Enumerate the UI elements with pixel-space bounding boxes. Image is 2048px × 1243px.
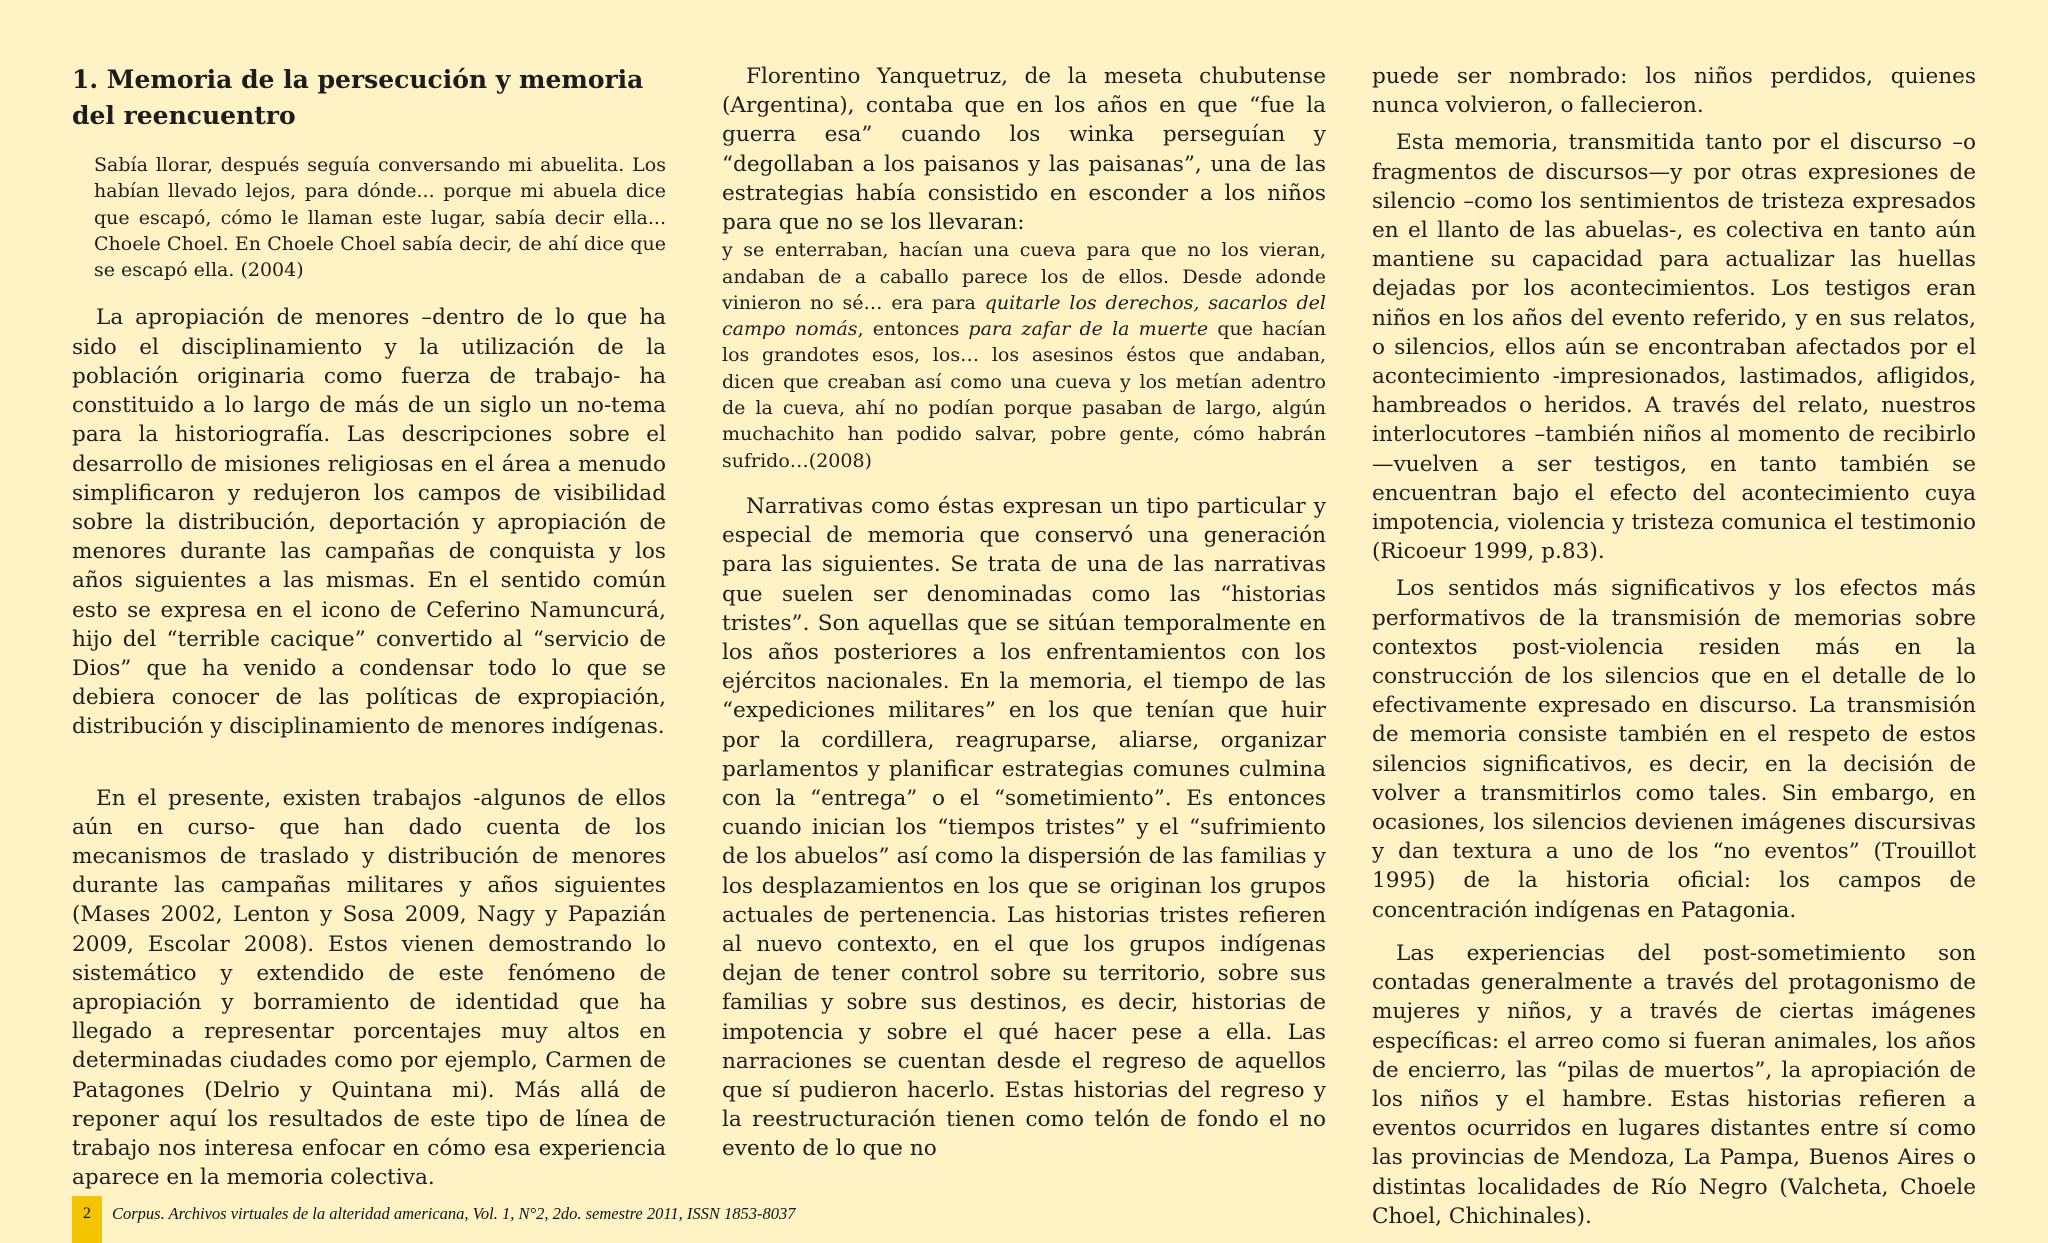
body-paragraph: Las experiencias del post-sometimiento son contadas generalmente a través del protagonismo de mujeres y niños, y a través de ciertas imágenes específicas: el arreo como si fueran animales, los años de encierro, las “pilas de muertos”, la apropiación de los niños y el hambre. Estas historias refieren a eventos ocurridos en lugares distantes entre sí como las provincias de Mendoza, La Pampa, Buenos Aires o distintas localidades de Río Negro (Valcheta, Choele Choel, Chichinales). xyxy=(1372,940,1976,1229)
body-paragraph: En el presente, existen trabajos -algunos de ellos aún en curso- que han dado cuenta de los mecanismos de traslado y distribución de menores durante las campañas militares y años siguientes (Mases 2002, Lenton y Sosa 2009, Nagy y Papazián 2009, Escolar 2008). Estos vienen demostrando lo sistemático y extendido de este fenómeno de apropiación y borramiento de identidad que ha llegado a representar porcentajes muy altos en determinadas ciudades como por ejemplo, Carmen de Patagones (Delrio y Quintana mi). Más allá de reponer aquí los resultados de este tipo de línea de trabajo nos interesa enfocar en cómo esa experiencia aparece en la memoria colectiva. xyxy=(72,785,666,1191)
body-paragraph: puede ser nombrado: los niños perdidos, quienes nunca volvieron, o fallecieron. xyxy=(1372,64,1976,119)
column-2 xyxy=(722,62,1326,1164)
column-1 xyxy=(72,62,666,1192)
quote-text: que hacían los grandotes esos, los… los asesinos éstos que andaban, dicen que creaban así como una cueva y los metían adentro de la cueva, ahí no podían porque pasaban de largo, algún muchachito han podido salvar, pobre gente, cómo habrán sufrido…(2008) xyxy=(722,318,1327,472)
quote-emphasis: para zafar de la muerte xyxy=(968,318,1209,341)
quote-text: y se enterraban, hacían una cueva para que no los vieran, andaban de a caballo parece los de ellos. Desde adonde vinieron no sé… era para xyxy=(722,239,1326,314)
page-number: 2 xyxy=(72,1196,102,1243)
column-3 xyxy=(1372,62,1976,1231)
body-paragraph: Narrativas como éstas expresan un tipo particular y especial de memoria que conservó una generación para las siguientes. Se trata de una de las narrativas que suelen ser denominadas como las “historias tristes”. Son aquellas que se sitúan temporalmente en los años posteriores a los enfrentamientos con los ejércitos nacionales. En la memoria, el tiempo de las “expediciones militares” en los que tenían que huir por la cordillera, reagruparse, aliarse, organizar parlamentos y planificar estrategias comunes culmina con la “entrega” o el “sometimiento”. Es entonces cuando inician los “tiempos tristes” y el “sufrimiento de los abuelos” así como la dispersión de las familias y los desplazamientos en los que se originan los grupos actuales de pertenencia. Las historias tristes refieren al nuevo contexto, en el que los grupos indígenas dejan de tener control sobre su territorio, sobre sus familias y sobre sus destinos, es decir, historias de impotencia y sobre el qué hacer pese a ella. Las narraciones se cuentan desde el regreso de aquellos que sí pudieron hacerlo. Estas historias del regreso y la reestructuración tienen como telón de fondo el no evento de lo que no xyxy=(722,493,1326,1162)
section-heading: 1. Memoria de la persecución y memoria del reencuentro xyxy=(72,65,644,130)
block-quote xyxy=(722,237,1326,474)
quote-text: , entonces xyxy=(857,318,969,341)
body-paragraph: La apropiación de menores –dentro de lo que ha sido el disciplinamiento y la utilización de la población originaria como fuerza de trabajo- ha constituido a lo largo de más de un siglo un no-tema para la historiografía. Las descripciones sobre el desarrollo de misiones religiosas en el área a menudo simplificaron y redujeron los campos de visibilidad sobre la distribución, deportación y apropiación de menores durante las campañas de conquista y los años siguientes a las mismas. En el sentido común esto se expresa en el icono de Ceferino Namuncurá, hijo del “terrible cacique” convertido al “servicio de Dios” que ha venido a condensar todo lo que se debiera conocer de las políticas de expropiación, distribución y disciplinamiento de menores indígenas. xyxy=(72,305,666,740)
block-quote: Sabía llorar, después seguía conversando mi abuelita. Los habían llevado lejos, para dónde... porque mi abuela dice que escapó, cómo le llaman este lugar, sabía decir ella... Choele Choel. En Choele Choel sabía decir, de ahí dice que se escapó ella. (2004) xyxy=(94,154,666,282)
body-paragraph: Esta memoria, transmitida tanto por el discurso –o fragmentos de discursos—y por otras expresiones de silencio –como los sentimientos de tristeza expresados en el llanto de las abuelas-, es colectiva en tanto aún mantiene su capacidad para actualizar las huellas dejadas por los acontecimientos. Los testigos eran niños en los años del evento referido, y en sus relatos, o silencios, ellos aún se encontraban afectados por el acontecimiento -impresionados, lastimados, afligidos, hambreados o heridos. A través del relato, nuestros interlocutores –también niños al momento de recibirlo—vuelven a ser testigos, en tanto también se encuentran bajo el efecto del acontecimiento cuya impotencia, violencia y tristeza comunica el testimonio (Ricoeur 1999, p.83). xyxy=(1372,130,1976,565)
body-paragraph: Florentino Yanquetruz, de la meseta chubutense (Argentina), contaba que en los años en que “fue la guerra esa” cuando los winka perseguían y “degollaban a los paisanos y las paisanas”, una de las estrategias había consistido en esconder a los niños para que no se los llevaran: xyxy=(722,64,1326,236)
quote-emphasis: quitarle los derechos, sacarlos del campo nomás xyxy=(722,291,1326,341)
page-footer xyxy=(72,1196,796,1243)
body-paragraph: Los sentidos más significativos y los efectos más performativos de la transmisión de memorias sobre contextos post-violencia residen más en la construcción de los silencios que en el detalle de lo efectivamente expresado en discurso. La transmisión de memoria consiste también en el respeto de estos silencios significativos, es decir, en la decisión de volver a transmitirlos como tales. Sin embargo, en ocasiones, los silencios devienen imágenes discursivas y dan textura a uno de los “no eventos” (Trouillot 1995) de la historia oficial: los campos de concentración indígenas en Patagonia. xyxy=(1372,576,1976,923)
journal-citation: Corpus. Archivos virtuales de la alteridad americana, Vol. 1, N°2, 2do. semestre 2011, ISSN 1853-8037 xyxy=(112,1204,796,1223)
